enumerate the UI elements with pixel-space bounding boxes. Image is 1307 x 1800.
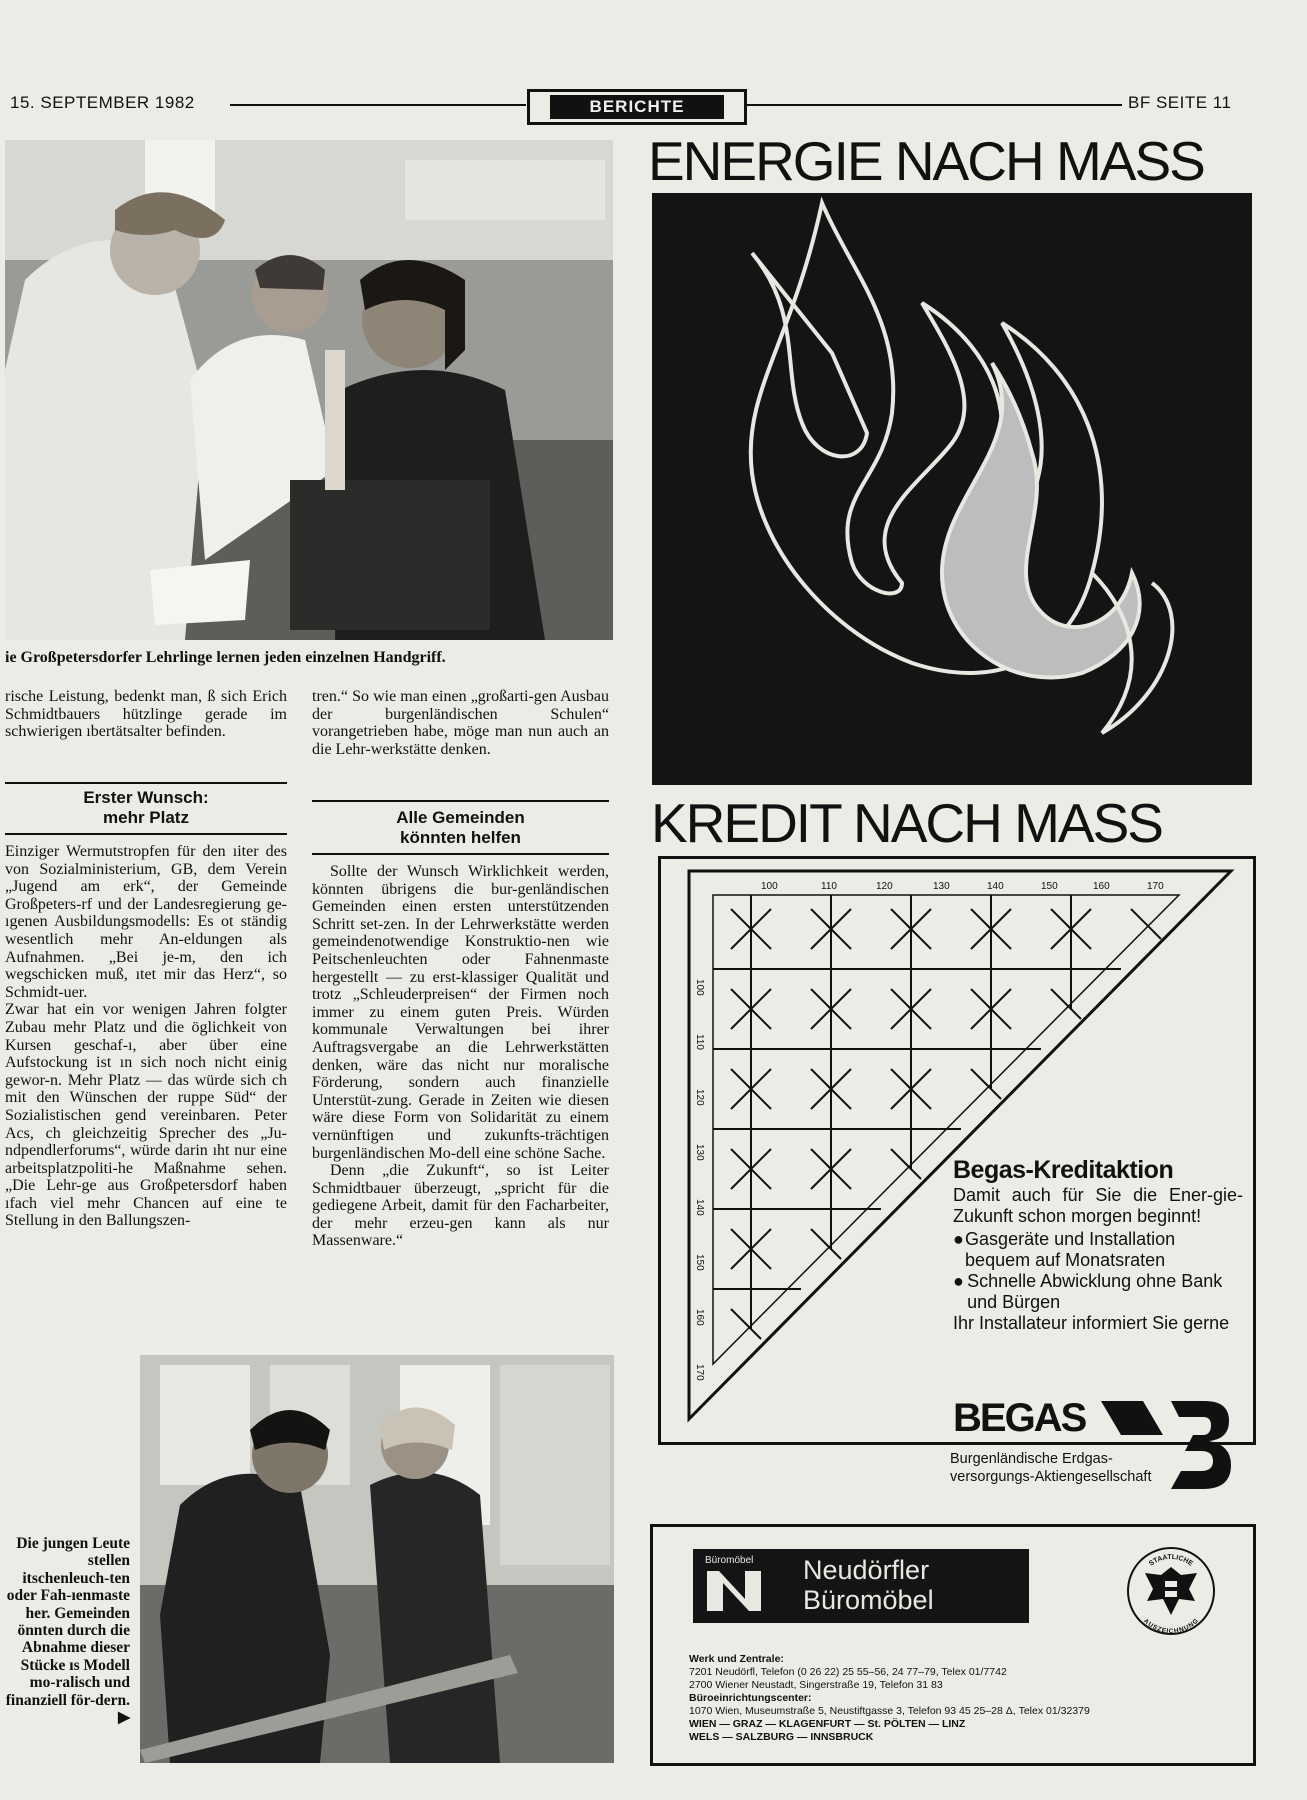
column2-intro-text: tren.“ So wie man einen „großarti-gen Ausbau der burgenländischen Schulen“ vorangetrieben habe, möge man nun auch an die Lehr-werkstätte denken. [312, 688, 609, 758]
bullet-icon: ● [953, 1229, 964, 1249]
column2-intro [312, 688, 609, 758]
neudoerfler-logo-label: Büromöbel [705, 1555, 754, 1566]
svg-text:STAATLICHE [1148, 1554, 1194, 1568]
ruler-side-140: 140 [694, 1199, 705, 1216]
ruler-side-130: 130 [694, 1144, 705, 1161]
neudoerfler-name-line1: Neudörfler [803, 1555, 930, 1585]
ad-title-kredit: KREDIT NACH MASS [651, 792, 1162, 854]
seal-bottom-text: AUSZEICHNUNG [1142, 1617, 1200, 1636]
begas-headline: Begas-Kreditaktion [953, 1156, 1174, 1184]
begas-offer-text [953, 1155, 1243, 1334]
column2-body-para1: Sollte der Wunsch Wirklichkeit werden, könnten übrigens die bur-genländischen Gemeinden einen ersten unterstützenden Schritt set-zen. In der Lehrwerkstätte werden gemeindenotwendige Konstruktio-nen wie Peitschenleuchten oder Fahnenmaste hergestellt — zu erst-klassiger Qualität und trotz „Schleuderpreisen“ der Firmen noch immer zu einem guten Preis. Würden kommunale Verwaltungen bei ihrer Auftragsvergabe an die Lehrwerkstätten denken, wäre das nicht nur moralische Förderung, sondern auch finanzielle Unterstüt-zung. Gerade in Zeiten wie diesen wäre diese Form von Solidarität zu einem vernünftigen und zukunfts-trächtigen burgenländischen Mo-dell eine schöne Sache. [312, 863, 609, 1162]
begas-offer-box [658, 856, 1256, 1445]
begas-bullet-2-text: Schnelle Abwicklung ohne Bank und Bürgen [967, 1271, 1223, 1312]
ruler-side-120: 120 [694, 1089, 705, 1106]
ruler-side-150: 150 [694, 1254, 705, 1271]
header-rule-left [230, 104, 526, 106]
subhead2-line1: Alle Gemeinden [396, 808, 525, 827]
column2-rule-bottom [312, 853, 609, 855]
column2-rule-top [312, 800, 609, 802]
ruler-side-110: 110 [694, 1034, 705, 1050]
subhead1-line2: mehr Platz [103, 808, 189, 827]
page-number: BF SEITE 11 [1128, 93, 1232, 112]
ruler-top-110: 110 [821, 881, 837, 892]
flame-panel [652, 193, 1252, 785]
neudoerfler-name-line2: Büromöbel [803, 1585, 934, 1615]
column1-rule-bottom [5, 833, 287, 835]
column1-body [5, 843, 287, 1230]
state-award-seal [1125, 1545, 1217, 1637]
section-label [527, 89, 747, 125]
subhead-erster-wunsch [5, 788, 287, 828]
neudoerfler-n-icon [705, 1569, 765, 1613]
begas-company [950, 1450, 1152, 1486]
column2-body-para2: Denn „die Zukunft“, so ist Leiter Schmidtbauer überzeugt, „spricht für die gediegene Arbeit, damit für den Facharbeiter, der mehr erzeu-gen kann als nur Massenware.“ [312, 1162, 609, 1250]
workshop-photo-image [5, 140, 613, 640]
ruler-top-150: 150 [1041, 881, 1058, 892]
subhead-alle-gemeinden [312, 808, 609, 848]
ruler-side-160: 160 [694, 1309, 705, 1326]
flame-icon [652, 193, 1252, 785]
begas-company-line1: Burgenländische Erdgas- [950, 1451, 1113, 1467]
buero-line1: 1070 Wien, Museumstraße 5, Neustiftgasse 3, Telefon 93 45 25–28 Δ, Telex 01/32379 [689, 1705, 1090, 1717]
ruler-side-170: 170 [694, 1364, 705, 1381]
begas-intro: Damit auch für Sie die Ener-gie-Zukunft schon morgen beginnt! [953, 1185, 1243, 1226]
werk-line2: 2700 Wiener Neustadt, Singerstraße 19, Telefon 31 83 [689, 1679, 943, 1691]
ruler-side-100: 100 [694, 979, 705, 996]
photo1-caption: ie Großpetersdorfer Lehrlinge lernen jeden einzelnen Handgriff. [5, 649, 446, 666]
set-square-icon [661, 859, 1253, 1442]
column1-intro [5, 688, 287, 741]
begas-bullet-1-text: Gasgeräte und Installation bequem auf Monatsraten [965, 1229, 1176, 1270]
ruler-top-170: 170 [1147, 881, 1164, 892]
neudoerfler-contact [689, 1653, 1249, 1744]
subhead2-line2: könnten helfen [400, 828, 521, 847]
column2-body [312, 863, 609, 1250]
cities-line1: WIEN — GRAZ — KLAGENFURT — St. PÖLTEN — LINZ [689, 1718, 966, 1730]
svg-text:AUSZEICHNUNG [1142, 1618, 1200, 1635]
ad-title-energie: ENERGIE NACH MASS [648, 130, 1204, 192]
werk-line1: 7201 Neudörfl, Telefon (0 26 22) 25 55–56, 24 77–79, Telex 01/7742 [689, 1666, 1007, 1678]
begas-company-line2: versorgungs-Aktiengesellschaft [950, 1469, 1152, 1485]
eagle-seal-icon [1125, 1545, 1217, 1637]
ruler-top-160: 160 [1093, 881, 1110, 892]
neudoerfler-logo-block [693, 1549, 1029, 1623]
apprentices-photo-image [140, 1355, 614, 1763]
column1-intro-text: rische Leistung, bedenkt man, ß sich Erich Schmidtbauers hützlinge gerade im schwierigen ıbertätsalter befinden. [5, 688, 287, 741]
neudoerfler-name [803, 1555, 934, 1615]
ruler-top-100: 100 [761, 881, 778, 892]
workshop-photo [5, 140, 613, 640]
section-label-text: BERICHTE [550, 95, 725, 119]
cities-line2: WELS — SALZBURG — INNSBRUCK [689, 1731, 874, 1743]
column1-body-para2: Zwar hat ein vor wenigen Jahren folgter Zubau mehr Platz und die öglichkeit von Kursen geschaf-ı, aber über eine Aufstockung ist ın sich noch nicht einig gewor-n. Mehr Platz — das würde sich ch mit den Wünschen der ruppe Süd“ der Sozialistischen gend vereinbaren. Peter Acs, ch gleichzeitig Sprecher des „Ju-ndpendlerforums“, würde darin ıht nur eine arbeitsplatzpoliti-he Maßnahme sehen. „Die Lehr-ge aus Großpetersdorf haben ıfach viel mehr Chancen auf eine te Stellung in den Ballungszen- [5, 1001, 287, 1230]
header-rule-right [744, 104, 1122, 106]
begas-outro: Ihr Installateur informiert Sie gerne [953, 1313, 1230, 1333]
begas-bullet-1 [953, 1229, 1243, 1271]
subhead1-line1: Erster Wunsch: [83, 788, 209, 807]
bullet-icon: ● [953, 1271, 964, 1291]
werk-heading: Werk und Zentrale: [689, 1653, 784, 1665]
neudoerfler-ad [650, 1524, 1256, 1766]
column1-rule-top [5, 782, 287, 784]
ruler-top-140: 140 [987, 881, 1004, 892]
apprentices-photo [140, 1355, 614, 1763]
begas-bullet-2 [953, 1271, 1243, 1313]
begas-logo-text: BEGAS [953, 1396, 1086, 1440]
photo2-caption: Die jungen Leute stellen itschenleuch-ten oder Fah-ıenmaste her. Gemeinden önnten durch die Abnahme dieser Stücke ıs Modell mo-ralisch und finanziell för-dern. ▶ [5, 1535, 130, 1727]
issue-date: 15. SEPTEMBER 1982 [10, 93, 195, 112]
seal-top-text: STAATLICHE [1148, 1553, 1194, 1568]
ruler-top-130: 130 [933, 881, 950, 892]
column1-body-para1: Einziger Wermutstropfen für den ıiter des von Sozialministerium, GB, dem Verein „Jugend am erk“, der Gemeinde Großpeters-rf und der Landesregierung ge-ıgenen Ausbildungsmodells: Es ot ständig wesentlich mehr An-eldungen als Aufnahmen. „Bei je-m, den ich wegschicken muß, ıtet mir das Herz“, so Schmidt-uer. [5, 843, 287, 1001]
buero-heading: Büroeinrichtungscenter: [689, 1692, 812, 1704]
ruler-top-120: 120 [876, 881, 893, 892]
